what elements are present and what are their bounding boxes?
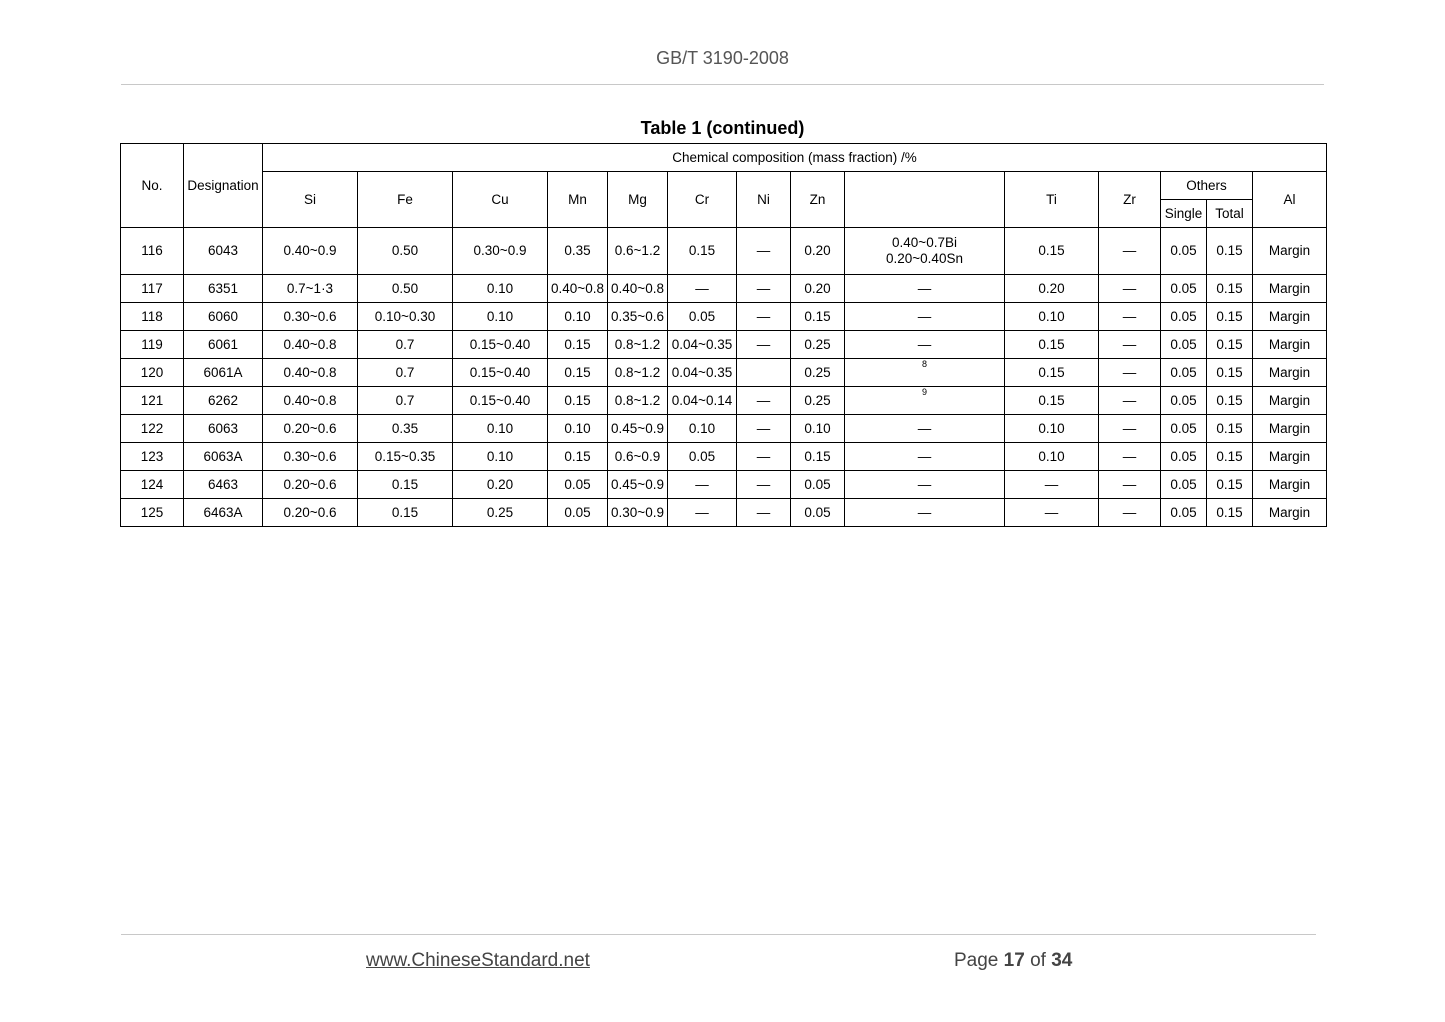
header-si: Si xyxy=(263,172,358,228)
header-no: No. xyxy=(121,144,184,228)
cell-no: 124 xyxy=(121,471,184,499)
header-zr: Zr xyxy=(1099,172,1161,228)
cell-cu: 0.10 xyxy=(453,303,548,331)
header-mn: Mn xyxy=(548,172,608,228)
cell-mg: 0.8~1.2 xyxy=(608,331,668,359)
cell-ti: 0.15 xyxy=(1005,331,1099,359)
cell-zn: 0.15 xyxy=(791,443,845,471)
cell-si: 0.30~0.6 xyxy=(263,443,358,471)
composition-table xyxy=(120,143,1327,527)
cell-cu: 0.30~0.9 xyxy=(453,228,548,275)
cell-no: 119 xyxy=(121,331,184,359)
cell-zr: — xyxy=(1099,303,1161,331)
cell-mg: 0.45~0.9 xyxy=(608,415,668,443)
cell-single: 0.05 xyxy=(1161,331,1207,359)
cell-zr: — xyxy=(1099,415,1161,443)
cell-zr: — xyxy=(1099,275,1161,303)
cell-ni xyxy=(737,359,791,387)
table-row xyxy=(121,303,1327,331)
header-designation: Designation xyxy=(184,144,263,228)
cell-ti: 0.10 xyxy=(1005,303,1099,331)
cell-single: 0.05 xyxy=(1161,228,1207,275)
cell-zn: 0.10 xyxy=(791,415,845,443)
cell-ni: — xyxy=(737,443,791,471)
cell-total: 0.15 xyxy=(1207,359,1253,387)
header-total: Total xyxy=(1207,200,1253,228)
cell-designation: 6043 xyxy=(184,228,263,275)
cell-al: Margin xyxy=(1253,387,1327,415)
cell-cr: 0.05 xyxy=(668,303,737,331)
cell-al: Margin xyxy=(1253,303,1327,331)
header-ti: Ti xyxy=(1005,172,1099,228)
cell-single: 0.05 xyxy=(1161,303,1207,331)
cell-no: 122 xyxy=(121,415,184,443)
cell-zr: — xyxy=(1099,359,1161,387)
cell-no: 118 xyxy=(121,303,184,331)
cell-fe: 0.7 xyxy=(358,387,453,415)
table-row xyxy=(121,275,1327,303)
table-row xyxy=(121,331,1327,359)
cell-mn: 0.05 xyxy=(548,499,608,527)
cell-cr: 0.15 xyxy=(668,228,737,275)
cell-zr: — xyxy=(1099,443,1161,471)
header-single: Single xyxy=(1161,200,1207,228)
cell-fe: 0.15 xyxy=(358,471,453,499)
cell-fe: 0.10~0.30 xyxy=(358,303,453,331)
page-prefix: Page xyxy=(954,950,999,971)
table-body xyxy=(121,228,1327,275)
cell-cu: 0.25 xyxy=(453,499,548,527)
cell-zr: — xyxy=(1099,499,1161,527)
cell-ti: — xyxy=(1005,471,1099,499)
cell-zn: 0.15 xyxy=(791,303,845,331)
cell-fe: 0.7 xyxy=(358,331,453,359)
cell-extra: — xyxy=(845,499,1005,527)
cell-designation: 6262 xyxy=(184,387,263,415)
cell-extra: — xyxy=(845,331,1005,359)
cell-mn: 0.05 xyxy=(548,471,608,499)
cell-cu: 0.10 xyxy=(453,415,548,443)
cell-single: 0.05 xyxy=(1161,359,1207,387)
table-header xyxy=(121,144,1327,228)
cell-cu: 0.20 xyxy=(453,471,548,499)
cell-ni: — xyxy=(737,275,791,303)
cell-ti: 0.15 xyxy=(1005,228,1099,275)
cell-total: 0.15 xyxy=(1207,471,1253,499)
cell-no: 125 xyxy=(121,499,184,527)
cell-mg: 0.6~0.9 xyxy=(608,443,668,471)
cell-designation: 6063A xyxy=(184,443,263,471)
cell-mg: 0.30~0.9 xyxy=(608,499,668,527)
cell-ni: — xyxy=(737,331,791,359)
cell-zr: — xyxy=(1099,471,1161,499)
footer-divider xyxy=(121,934,1316,935)
cell-cr: 0.04~0.35 xyxy=(668,359,737,387)
cell-designation: 6061A xyxy=(184,359,263,387)
cell-cr: 0.04~0.14 xyxy=(668,387,737,415)
cell-zn: 0.05 xyxy=(791,471,845,499)
cell-si: 0.30~0.6 xyxy=(263,303,358,331)
cell-ni: — xyxy=(737,415,791,443)
cell-cr: — xyxy=(668,499,737,527)
cell-ni: — xyxy=(737,303,791,331)
cell-fe: 0.50 xyxy=(358,228,453,275)
cell-cu: 0.10 xyxy=(453,443,548,471)
cell-ti: 0.15 xyxy=(1005,359,1099,387)
cell-al: Margin xyxy=(1253,443,1327,471)
cell-al: Margin xyxy=(1253,275,1327,303)
cell-fe: 0.15 xyxy=(358,499,453,527)
cell-extra-sn: 0.20~0.40Sn xyxy=(886,251,963,266)
cell-extra xyxy=(845,359,1005,387)
cell-extra: — xyxy=(845,275,1005,303)
table-row xyxy=(121,471,1327,499)
cell-cu: 0.10 xyxy=(453,275,548,303)
cell-designation: 6063 xyxy=(184,415,263,443)
cell-cr: — xyxy=(668,471,737,499)
cell-fe: 0.35 xyxy=(358,415,453,443)
table-row xyxy=(121,415,1327,443)
cell-si: 0.40~0.9 xyxy=(263,228,358,275)
cell-cu: 0.15~0.40 xyxy=(453,387,548,415)
cell-ni: — xyxy=(737,499,791,527)
cell-cr: 0.05 xyxy=(668,443,737,471)
footnote-marker: 9 xyxy=(921,386,927,397)
cell-single: 0.05 xyxy=(1161,443,1207,471)
cell-si: 0.20~0.6 xyxy=(263,415,358,443)
footnote-marker: 8 xyxy=(921,358,927,369)
cell-designation: 6463 xyxy=(184,471,263,499)
cell-zr: — xyxy=(1099,331,1161,359)
cell-no: 121 xyxy=(121,387,184,415)
table-body-rows xyxy=(121,275,1327,527)
cell-al: Margin xyxy=(1253,499,1327,527)
cell-zn: 0.20 xyxy=(791,228,845,275)
cell-ti: 0.10 xyxy=(1005,443,1099,471)
cell-single: 0.05 xyxy=(1161,387,1207,415)
cell-mg: 0.40~0.8 xyxy=(608,275,668,303)
cell-mn: 0.15 xyxy=(548,359,608,387)
cell-single: 0.05 xyxy=(1161,275,1207,303)
table-row xyxy=(121,387,1327,415)
cell-total: 0.15 xyxy=(1207,331,1253,359)
table-row xyxy=(121,228,1327,275)
cell-mn: 0.15 xyxy=(548,387,608,415)
header-fe: Fe xyxy=(358,172,453,228)
cell-mn: 0.15 xyxy=(548,443,608,471)
cell-al: Margin xyxy=(1253,331,1327,359)
cell-no: 120 xyxy=(121,359,184,387)
cell-cu: 0.15~0.40 xyxy=(453,331,548,359)
page-total: 34 xyxy=(1051,950,1073,971)
cell-designation: 6351 xyxy=(184,275,263,303)
cell-ni: — xyxy=(737,387,791,415)
header-divider xyxy=(121,84,1324,85)
cell-zn: 0.25 xyxy=(791,331,845,359)
cell-extra: — xyxy=(845,443,1005,471)
page-current: 17 xyxy=(1003,950,1025,971)
cell-total: 0.15 xyxy=(1207,499,1253,527)
cell-extra: — xyxy=(845,471,1005,499)
header-zn: Zn xyxy=(791,172,845,228)
cell-zn: 0.25 xyxy=(791,359,845,387)
cell-ti: 0.15 xyxy=(1005,387,1099,415)
header-others: Others xyxy=(1161,172,1253,200)
cell-ni: — xyxy=(737,471,791,499)
cell-cr: — xyxy=(668,275,737,303)
cell-mg: 0.45~0.9 xyxy=(608,471,668,499)
cell-zn: 0.05 xyxy=(791,499,845,527)
cell-ti: — xyxy=(1005,499,1099,527)
cell-ti: 0.20 xyxy=(1005,275,1099,303)
cell-cu: 0.15~0.40 xyxy=(453,359,548,387)
table-row xyxy=(121,499,1327,527)
cell-cr: 0.10 xyxy=(668,415,737,443)
cell-designation: 6061 xyxy=(184,331,263,359)
cell-zr: — xyxy=(1099,228,1161,275)
cell-al: Margin xyxy=(1253,415,1327,443)
cell-mg: 0.8~1.2 xyxy=(608,359,668,387)
document-id: GB/T 3190-2008 xyxy=(656,48,789,68)
cell-extra xyxy=(845,387,1005,415)
table-title: Table 1 (continued) xyxy=(640,118,805,138)
cell-si: 0.7~1·3 xyxy=(263,275,358,303)
cell-no: 117 xyxy=(121,275,184,303)
cell-mg: 0.6~1.2 xyxy=(608,228,668,275)
cell-single: 0.05 xyxy=(1161,499,1207,527)
header-cu: Cu xyxy=(453,172,548,228)
cell-mn: 0.40~0.8 xyxy=(548,275,608,303)
cell-si: 0.40~0.8 xyxy=(263,387,358,415)
cell-mn: 0.15 xyxy=(548,331,608,359)
cell-extra: — xyxy=(845,303,1005,331)
cell-si: 0.40~0.8 xyxy=(263,359,358,387)
page-of: of xyxy=(1030,950,1046,971)
cell-extra: — xyxy=(845,415,1005,443)
header-mg: Mg xyxy=(608,172,668,228)
cell-no: 123 xyxy=(121,443,184,471)
cell-si: 0.20~0.6 xyxy=(263,471,358,499)
header-blank xyxy=(845,172,1005,228)
cell-total: 0.15 xyxy=(1207,228,1253,275)
cell-fe: 0.50 xyxy=(358,275,453,303)
cell-zn: 0.25 xyxy=(791,387,845,415)
cell-zn: 0.20 xyxy=(791,275,845,303)
cell-al: Margin xyxy=(1253,228,1327,275)
cell-mn: 0.10 xyxy=(548,415,608,443)
page-indicator xyxy=(954,950,1072,972)
table-row xyxy=(121,443,1327,471)
header-ni: Ni xyxy=(737,172,791,228)
header-cr: Cr xyxy=(668,172,737,228)
cell-mg: 0.8~1.2 xyxy=(608,387,668,415)
cell-extra xyxy=(845,228,1005,275)
cell-ti: 0.10 xyxy=(1005,415,1099,443)
cell-mn: 0.10 xyxy=(548,303,608,331)
cell-total: 0.15 xyxy=(1207,303,1253,331)
cell-fe: 0.15~0.35 xyxy=(358,443,453,471)
cell-mn: 0.35 xyxy=(548,228,608,275)
cell-fe: 0.7 xyxy=(358,359,453,387)
cell-cr: 0.04~0.35 xyxy=(668,331,737,359)
cell-total: 0.15 xyxy=(1207,387,1253,415)
cell-designation: 6463A xyxy=(184,499,263,527)
cell-total: 0.15 xyxy=(1207,443,1253,471)
cell-ni: — xyxy=(737,228,791,275)
cell-designation: 6060 xyxy=(184,303,263,331)
cell-al: Margin xyxy=(1253,471,1327,499)
cell-no: 116 xyxy=(121,228,184,275)
header-al: Al xyxy=(1253,172,1327,228)
cell-mg: 0.35~0.6 xyxy=(608,303,668,331)
cell-single: 0.05 xyxy=(1161,415,1207,443)
cell-extra-bi: 0.40~0.7Bi xyxy=(892,235,957,251)
cell-total: 0.15 xyxy=(1207,415,1253,443)
cell-si: 0.40~0.8 xyxy=(263,331,358,359)
cell-zr: — xyxy=(1099,387,1161,415)
table-row xyxy=(121,359,1327,387)
cell-al: Margin xyxy=(1253,359,1327,387)
website-link[interactable]: www.ChineseStandard.net xyxy=(366,950,590,971)
cell-total: 0.15 xyxy=(1207,275,1253,303)
cell-single: 0.05 xyxy=(1161,471,1207,499)
header-composition: Chemical composition (mass fraction) /% xyxy=(263,144,1327,172)
cell-si: 0.20~0.6 xyxy=(263,499,358,527)
